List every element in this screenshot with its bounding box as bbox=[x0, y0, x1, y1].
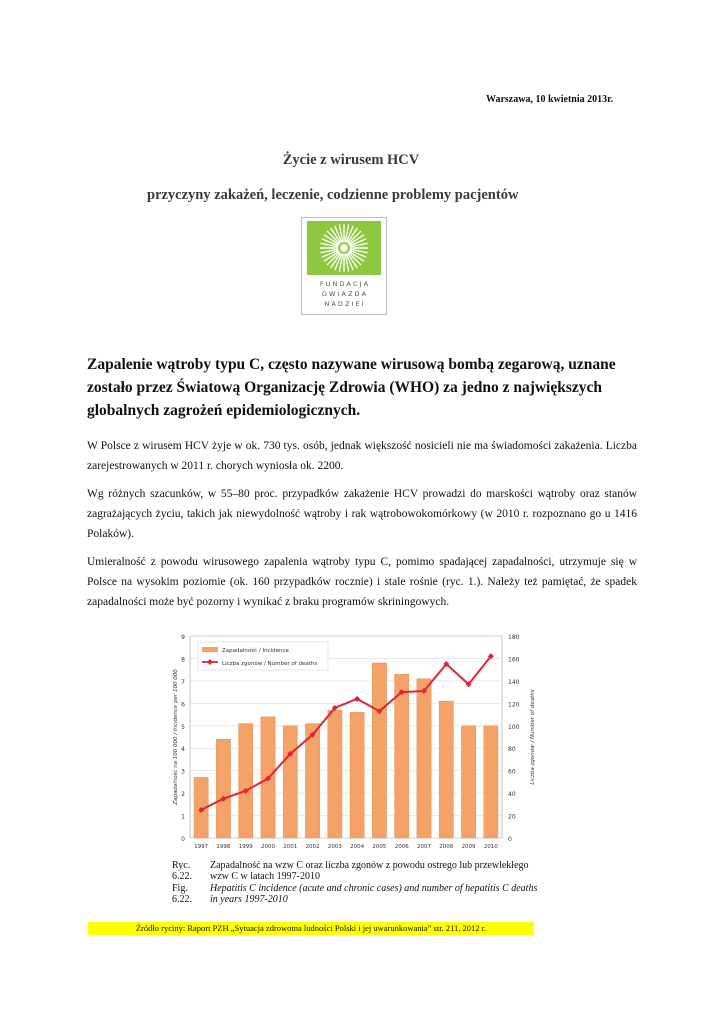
figure-caption bbox=[172, 860, 542, 905]
incidence-deaths-chart bbox=[172, 624, 542, 856]
figure bbox=[172, 624, 542, 914]
y2-tick-label: 20 bbox=[508, 813, 516, 821]
x-tick-label: 2001 bbox=[283, 844, 298, 850]
y-tick-label: 0 bbox=[181, 836, 185, 843]
legend-incidence-label: Zapadalność / Incidence bbox=[222, 648, 289, 654]
document-date: Warszawa, 10 kwietnia 2013r. bbox=[486, 94, 614, 105]
y-tick-label: 2 bbox=[181, 791, 185, 799]
incidence-bar bbox=[372, 663, 386, 838]
y-tick-label: 1 bbox=[181, 813, 185, 821]
x-tick-label: 2004 bbox=[350, 844, 365, 850]
incidence-bar bbox=[328, 710, 342, 838]
x-tick-label: 2008 bbox=[439, 844, 454, 850]
caption-pl bbox=[172, 860, 542, 882]
y2-tick-label: 120 bbox=[508, 701, 520, 709]
x-tick-label: 2009 bbox=[461, 844, 476, 850]
y-tick-label: 9 bbox=[181, 634, 185, 641]
y2-tick-label: 100 bbox=[508, 723, 520, 731]
logo-line-2: G W I A Z D A bbox=[321, 290, 367, 298]
incidence-bar bbox=[461, 726, 475, 838]
y-tick-label: 4 bbox=[181, 746, 185, 754]
incidence-bar bbox=[350, 712, 364, 838]
y2-tick-label: 180 bbox=[508, 634, 520, 641]
y-tick-label: 8 bbox=[181, 656, 185, 664]
logo-center bbox=[340, 244, 348, 252]
y-tick-label: 7 bbox=[181, 678, 185, 686]
y2-tick-label: 160 bbox=[508, 656, 520, 664]
incidence-bar bbox=[216, 739, 230, 838]
x-tick-label: 2006 bbox=[394, 844, 409, 850]
y-tick-label: 5 bbox=[181, 723, 185, 731]
caption-en-label: Fig. 6.22. bbox=[172, 883, 192, 905]
x-tick-label: 2000 bbox=[261, 844, 275, 850]
article-paragraph-2: Wg różnych szacunków, w 55–80 proc. przypadków zakażenie HCV prowadzi do marskości wątroby oraz stanów zagrażających życiu, takich jak niewydolność wątroby i rak wątrobowokomórkowy (w 2010 r. rozpoznano go u 1416 Polaków). bbox=[87, 488, 637, 540]
y2-tick-label: 40 bbox=[508, 791, 516, 799]
y-tick-label: 6 bbox=[181, 701, 185, 709]
figure-source: Źródło ryciny: Raport PZH „Sytuacja zdrowotna ludności Polski i jej uwarunkowania” str. 211, 2012 r. bbox=[88, 922, 534, 935]
x-tick-label: 1998 bbox=[216, 844, 231, 850]
x-tick-label: 2010 bbox=[483, 844, 498, 850]
legend-bar-swatch bbox=[202, 647, 218, 652]
legend-deaths-label: Liczba zgonów / Number of deaths bbox=[222, 661, 318, 667]
logo-graphic bbox=[302, 218, 386, 314]
y2-tick-label: 80 bbox=[508, 746, 516, 754]
title-text: Życie z wirusem HCV bbox=[282, 152, 420, 168]
incidence-bar bbox=[395, 674, 409, 838]
y-axis-label: Zapadalność na 100 000 / Incidence per 100 000 bbox=[173, 669, 179, 805]
x-tick-label: 1999 bbox=[238, 844, 253, 850]
logo-line-1: F U N D A C J A bbox=[319, 280, 369, 288]
y2-tick-label: 60 bbox=[508, 768, 516, 776]
document-subtitle: przyczyny zakażeń, leczenie, codzienne problemy pacjentów bbox=[147, 187, 519, 203]
y2-axis-label: Liczba zgonów / Number of deaths bbox=[530, 689, 536, 785]
article-heading: Zapalenie wątroby typu C, często nazywane wirusową bombą zegarową, uznane zostało przez Światową Organizację Zdrowia (WHO) za jedno z największych globalnych zagrożeń epidemiologicznych. bbox=[87, 356, 616, 419]
incidence-bar bbox=[283, 726, 297, 838]
x-tick-label: 2002 bbox=[305, 844, 320, 850]
incidence-bar bbox=[417, 679, 431, 838]
foundation-logo bbox=[301, 217, 387, 315]
x-tick-label: 2003 bbox=[327, 844, 342, 850]
caption-en bbox=[172, 883, 542, 905]
y2-tick-label: 0 bbox=[508, 836, 512, 843]
article-paragraph-3: Umieralność z powodu wirusowego zapalenia wątroby typu C, pomimo spadającej zapadalności, utrzymuje się w Polsce na wysokim poziomie (ok. 160 przypadków rocznie) i stale rośnie (ryc. 1.). Należy też pamiętać, że spadek zapadalności może być pozorny i wynikać z braku programów skriningowych. bbox=[87, 556, 637, 608]
x-tick-label: 1997 bbox=[194, 844, 209, 850]
y2-tick-label: 140 bbox=[508, 678, 520, 686]
logo-line-3: N A D Z I E I bbox=[324, 300, 364, 308]
incidence-bar bbox=[484, 726, 498, 838]
incidence-bar bbox=[439, 701, 453, 838]
y-tick-label: 3 bbox=[181, 768, 185, 776]
document-title bbox=[0, 152, 724, 169]
article-paragraph-1: W Polsce z wirusem HCV żyje w ok. 730 tys. osób, jednak większość nosicieli nie ma świadomości zakażenia. Liczba zarejestrowanych w 2011 r. chorych wyniosła ok. 2200. bbox=[87, 440, 637, 472]
x-tick-label: 2005 bbox=[372, 844, 387, 850]
incidence-bar bbox=[239, 724, 253, 838]
caption-en-text: Hepatitis C incidence (acute and chronic cases) and number of hepatitis C deaths in years 1997-2010 bbox=[210, 883, 538, 905]
caption-pl-label: Ryc. 6.22. bbox=[172, 860, 192, 882]
incidence-bar bbox=[305, 724, 319, 838]
caption-pl-text: Zapadalność na wzw C oraz liczba zgonów z powodu ostrego lub przewlekłego wzw C w latach 1997-2010 bbox=[210, 860, 529, 882]
x-tick-label: 2007 bbox=[417, 844, 431, 850]
